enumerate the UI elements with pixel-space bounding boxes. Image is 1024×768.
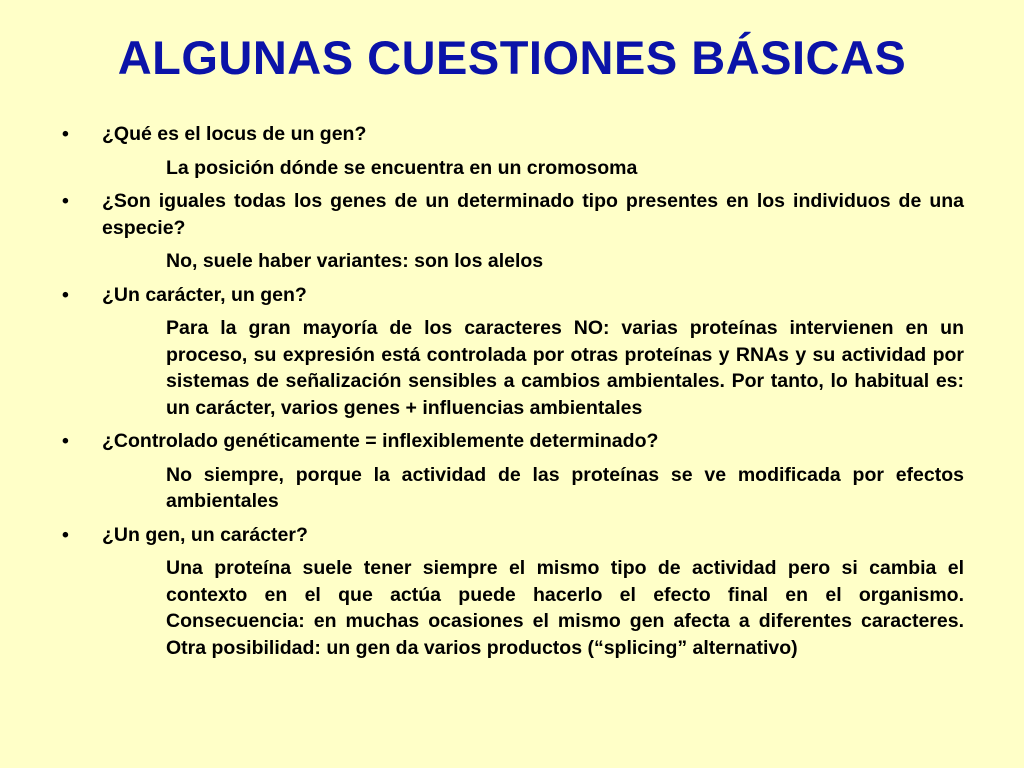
question-text: ¿Son iguales todas los genes de un determinado tipo presentes en los individuos de una especie? bbox=[102, 190, 964, 239]
bullet: • bbox=[62, 123, 69, 145]
bullet: • bbox=[62, 283, 69, 306]
question-text: ¿Un gen, un carácter? bbox=[102, 523, 308, 546]
slide-title: ALGUNAS CUESTIONES BÁSICAS bbox=[117, 31, 907, 84]
question-3 bbox=[62, 282, 964, 309]
question-1 bbox=[62, 121, 964, 148]
question-2 bbox=[62, 188, 964, 241]
question-5 bbox=[62, 522, 964, 549]
bullet: • bbox=[62, 523, 69, 546]
answer-3: Para la gran mayoría de los caracteres NO: varias proteínas intervienen en un proceso, su expresión está controlada por otras proteínas y RNAs y su actividad por sistemas de señalización sensibles a cambios ambientales. Por tanto, lo habitual es: un carácter, varios genes + influencias ambientales bbox=[166, 317, 964, 419]
answer-2: No, suele haber variantes: son los alelos bbox=[166, 250, 544, 272]
bullet: • bbox=[62, 190, 69, 212]
bullet: • bbox=[62, 430, 69, 452]
question-text: ¿Qué es el locus de un gen? bbox=[102, 123, 367, 145]
answer-5: Una proteína suele tener siempre el mismo tipo de actividad pero si cambia el contexto en el que actúa puede hacerlo el efecto final en el organismo. Consecuencia: en muchas ocasiones el mismo gen afecta a diferentes caracteres. Otra posibilidad: un gen da varios productos (“splicing” alternativo) bbox=[166, 557, 964, 659]
question-text: ¿Controlado genéticamente = inflexiblemente determinado? bbox=[102, 430, 659, 452]
answer-1: La posición dónde se encuentra en un cromosoma bbox=[166, 156, 638, 179]
answer-4: No siempre, porque la actividad de las proteínas se ve modificada por efectos ambientales bbox=[166, 463, 964, 512]
question-text: ¿Un carácter, un gen? bbox=[102, 283, 307, 306]
slide-content bbox=[62, 121, 964, 668]
question-4 bbox=[62, 428, 964, 455]
